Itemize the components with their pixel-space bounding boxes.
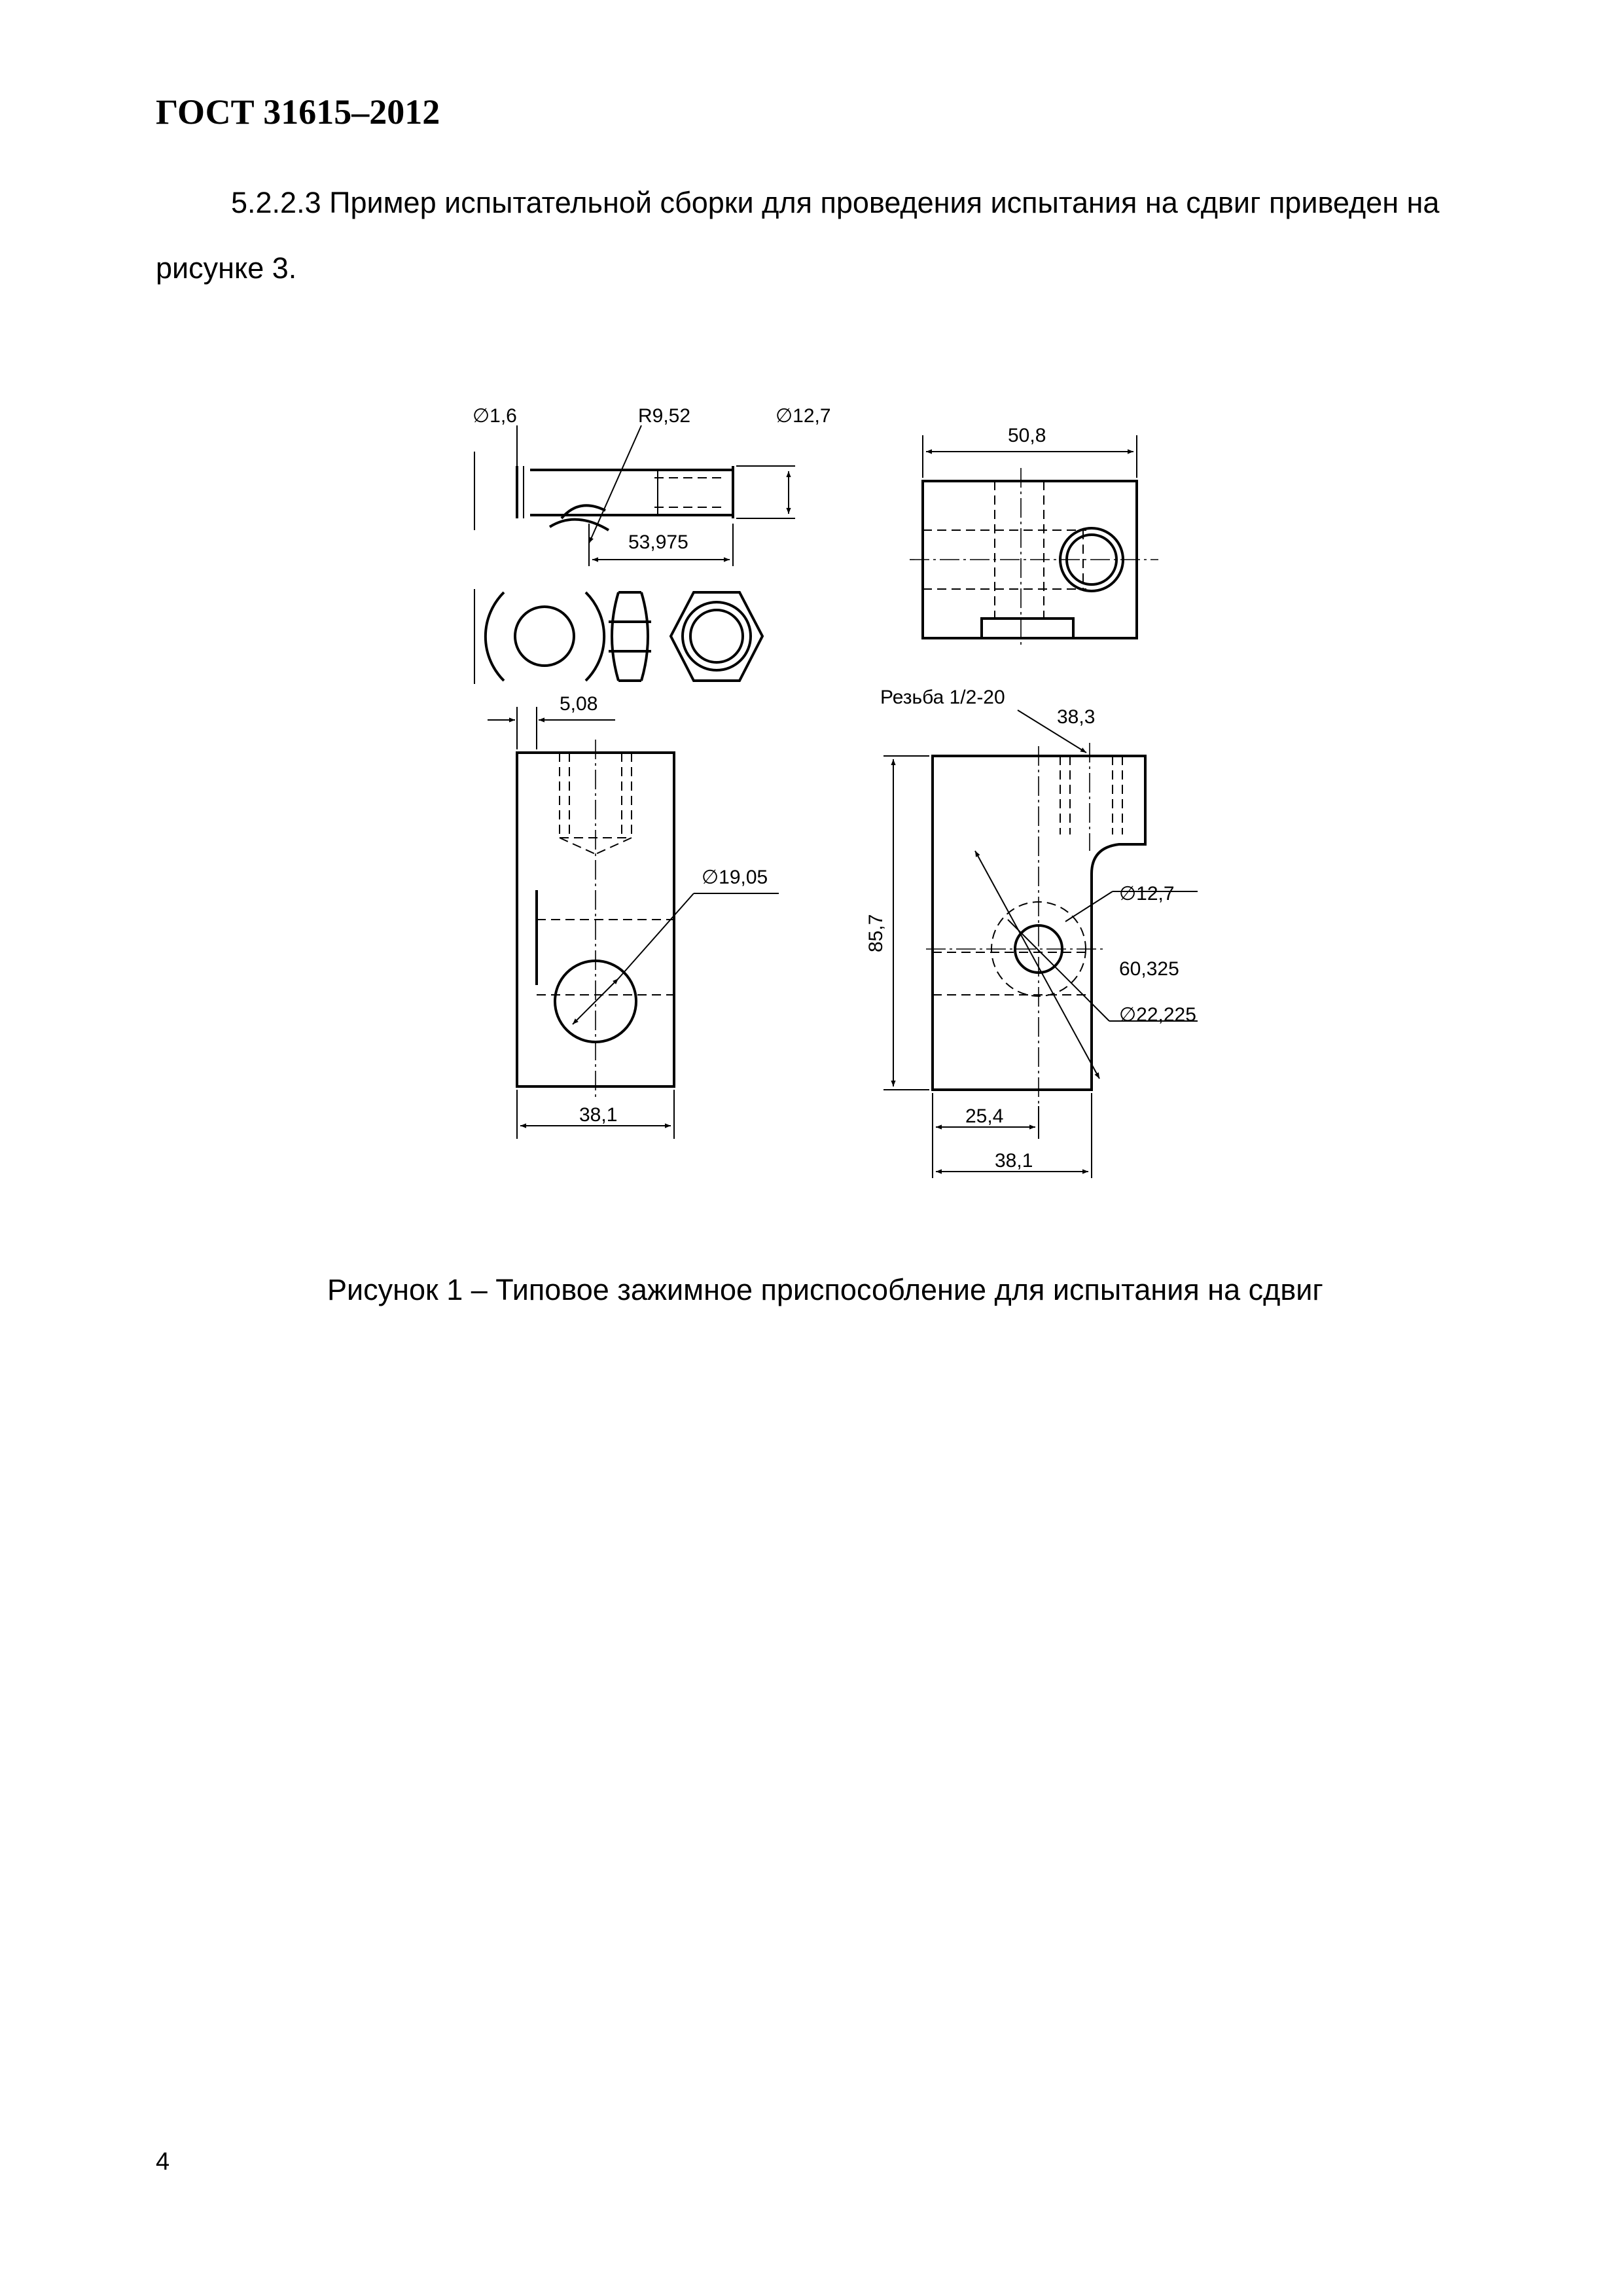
figure-caption: Рисунок 1 – Типовое зажимное приспособление для испытания на сдвиг [327,1273,1323,1306]
page-number: 4 [156,2148,170,2176]
top-right-block [910,435,1158,648]
washer-nut-row [474,589,762,684]
dim-25-4: 25,4 [965,1105,1004,1127]
dim-38-1-left: 38,1 [579,1104,618,1126]
dim-38-1-right: 38,1 [995,1150,1033,1172]
dim-60-325: 60,325 [1119,958,1179,980]
dim-38-3: 38,3 [1057,706,1096,728]
dim-diam-12-7-top: ∅12,7 [776,405,831,427]
dim-diam-12-7: ∅12,7 [1119,883,1175,905]
dim-diam-22-225: ∅22,225 [1119,1004,1196,1026]
body-paragraph: 5.2.2.3 Пример испытательной сборки для проведения испытания на сдвиг приведен на рисунке 3. [156,186,1440,285]
dim-50-8: 50,8 [1008,425,1046,446]
bottom-left-block [488,707,779,1139]
dim-diam-1-6: ∅1,6 [473,405,517,427]
dim-5-08: 5,08 [560,693,598,715]
dim-85-7: 85,7 [865,914,887,952]
document-header: ГОСТ 31615–2012 [156,92,440,132]
dim-53-975: 53,975 [628,531,688,553]
thread-label: Резьба 1/2-20 [880,687,1005,708]
dim-r-9-52: R9,52 [638,405,691,427]
dim-diam-19-05: ∅19,05 [702,867,768,888]
bottom-right-block [883,710,1198,1178]
